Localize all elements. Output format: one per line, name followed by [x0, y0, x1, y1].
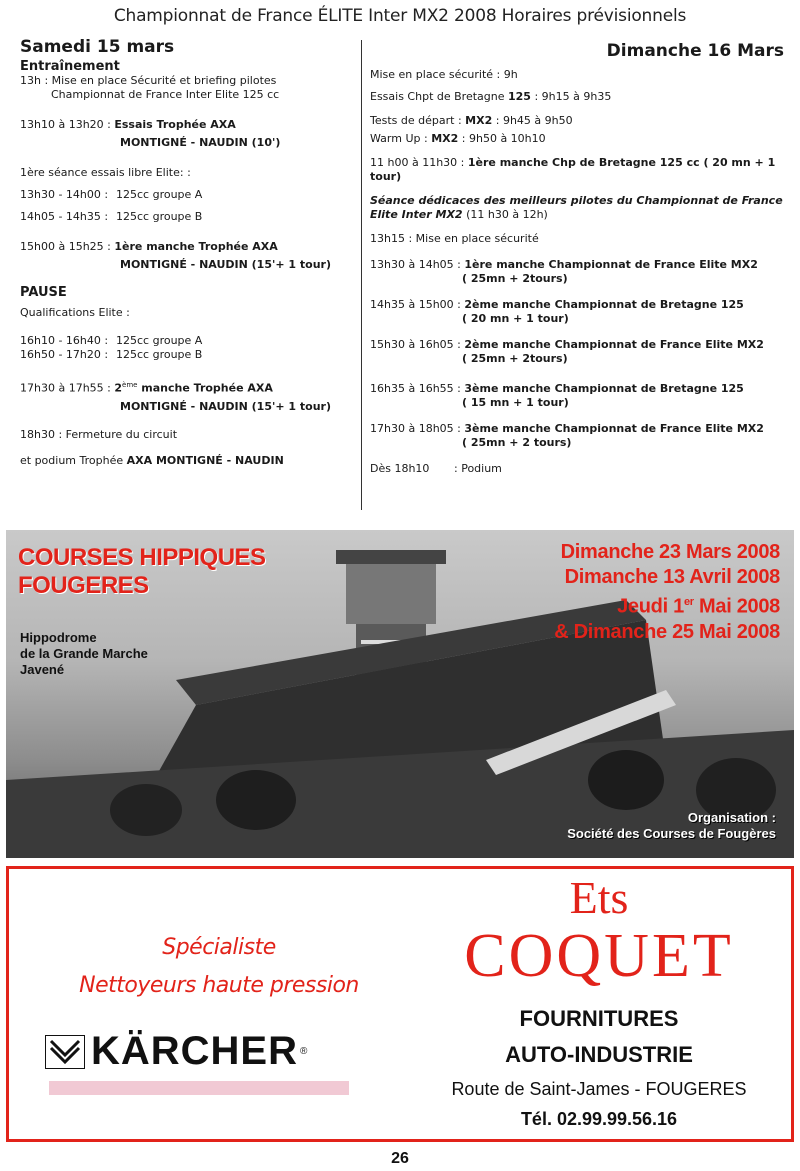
schedule-line: Séance dédicaces des meilleurs pilotes du Championnat de France [370, 194, 783, 207]
sunday-schedule [370, 40, 784, 476]
page-number: 26 [391, 1150, 409, 1167]
schedule-line: 11 h00 à 11h30 : 1ère manche Chp de Bretagne 125 cc ( 20 mn + 1 tour) [370, 156, 776, 183]
schedule-line: 17h30 à 18h05 : 3ème manche Championnat de France Elite MX2 [370, 422, 764, 435]
schedule-line: 14h05 - 14h35 : 125cc groupe B [20, 210, 203, 223]
pause-heading: PAUSE [20, 285, 67, 300]
company-name: COQUET [464, 922, 734, 990]
schedule-line: Tests de départ : MX2 : 9h45 à 9h50 [370, 114, 573, 127]
pink-bar [49, 1081, 349, 1095]
schedule-line: 15h00 à 15h25 : 1ère manche Trophée AXA [20, 240, 278, 253]
schedule-line: MONTIGNÉ - NAUDIN (15'+ 1 tour) [120, 399, 331, 413]
registered-mark: ® [300, 1046, 308, 1057]
schedule-line: ( 25mn + 2tours) [462, 352, 568, 365]
schedule-line: Championnat de France Inter Elite 125 cc [51, 88, 280, 101]
schedule-line: MONTIGNÉ - NAUDIN (10') [120, 136, 281, 149]
karcher-chevron-icon [45, 1035, 85, 1069]
schedule-line: 13h10 à 13h20 : Essais Trophée AXA [20, 118, 236, 131]
schedule-line: Dès 18h10 : Podium [370, 462, 502, 475]
company-phone: Tél. 02.99.99.56.16 [520, 1109, 678, 1129]
schedule-line: 15h30 à 16h05 : 2ème manche Championnat de France Elite MX2 [370, 338, 764, 351]
schedule-line: 16h35 à 16h55 : 3ème manche Championnat de Bretagne 125 [370, 382, 744, 395]
column-divider [361, 40, 362, 510]
schedule-line: ( 15 mn + 1 tour) [462, 396, 569, 409]
saturday-schedule [20, 37, 355, 468]
ets-label: Ets [569, 872, 629, 923]
schedule-line: Mise en place sécurité : 9h [370, 68, 518, 81]
schedule-line: MONTIGNÉ - NAUDIN (15'+ 1 tour) [120, 258, 331, 271]
race-venue: Hippodrome de la Grande Marche Javené [20, 630, 148, 677]
supplies-line: FOURNITURES [519, 1006, 679, 1031]
saturday-title: Samedi 15 mars [20, 37, 175, 57]
schedule-line: 13h30 - 14h00 : 125cc groupe A [20, 188, 203, 201]
schedule-line: ( 20 mn + 1 tour) [462, 312, 569, 325]
schedule-line: et podium Trophée AXA MONTIGNÉ - NAUDIN [20, 453, 284, 467]
coquet-ad [6, 866, 794, 1142]
schedule-line: ( 25mn + 2tours) [462, 272, 568, 285]
schedule-line: Qualifications Elite : [20, 306, 130, 319]
schedule-line: Warm Up : MX2 : 9h50 à 10h10 [370, 132, 546, 145]
sunday-title: Dimanche 16 Mars [606, 41, 784, 61]
schedule-line: 14h35 à 15h00 : 2ème manche Championnat de Bretagne 125 [370, 298, 744, 311]
schedule-line: 13h30 à 14h05 : 1ère manche Championnat de France Elite MX2 [370, 258, 758, 271]
schedule-line: 13h : Mise en place Sécurité et briefing pilotes [20, 74, 277, 87]
schedule-line: Elite Inter MX2 (11 h30 à 12h) [370, 208, 548, 221]
race-dates: Dimanche 23 Mars 2008 Dimanche 13 Avril 2008 Jeudi 1er Mai 2008 & Dimanche 25 Mai 2008 [554, 541, 780, 643]
page-title: Championnat de France ÉLITE Inter MX2 2008 Horaires prévisionnels [113, 6, 687, 26]
specialist-tagline: Spécialiste Nettoyeurs haute pression [79, 935, 359, 998]
schedule-line: 16h10 - 16h40 : 125cc groupe A [20, 334, 203, 347]
race-organizer: Organisation : Société des Courses de Fougères [567, 810, 776, 841]
horse-racing-ad [6, 530, 794, 858]
auto-industrie-line: AUTO-INDUSTRIE [505, 1042, 693, 1067]
schedule-line: 18h30 : Fermeture du circuit [20, 427, 178, 441]
schedule-line: 16h50 - 17h20 : 125cc groupe B [20, 348, 203, 361]
karcher-logo [45, 1029, 307, 1074]
schedule-line: 17h30 à 17h55 : 2ème manche Trophée AXA [20, 381, 273, 395]
company-address: Route de Saint-James - FOUGERES [451, 1079, 747, 1099]
schedule-line: 13h15 : Mise en place sécurité [370, 232, 539, 245]
schedule-line: ( 25mn + 2 tours) [462, 436, 572, 449]
race-title: COURSES HIPPIQUES FOUGERES [18, 544, 266, 599]
schedule-line: 1ère séance essais libre Elite: : [20, 166, 191, 179]
schedule-line: Essais Chpt de Bretagne 125 : 9h15 à 9h35 [370, 90, 612, 103]
karcher-wordmark: KÄRCHER [91, 1029, 298, 1073]
training-heading: Entraînement [20, 59, 120, 74]
